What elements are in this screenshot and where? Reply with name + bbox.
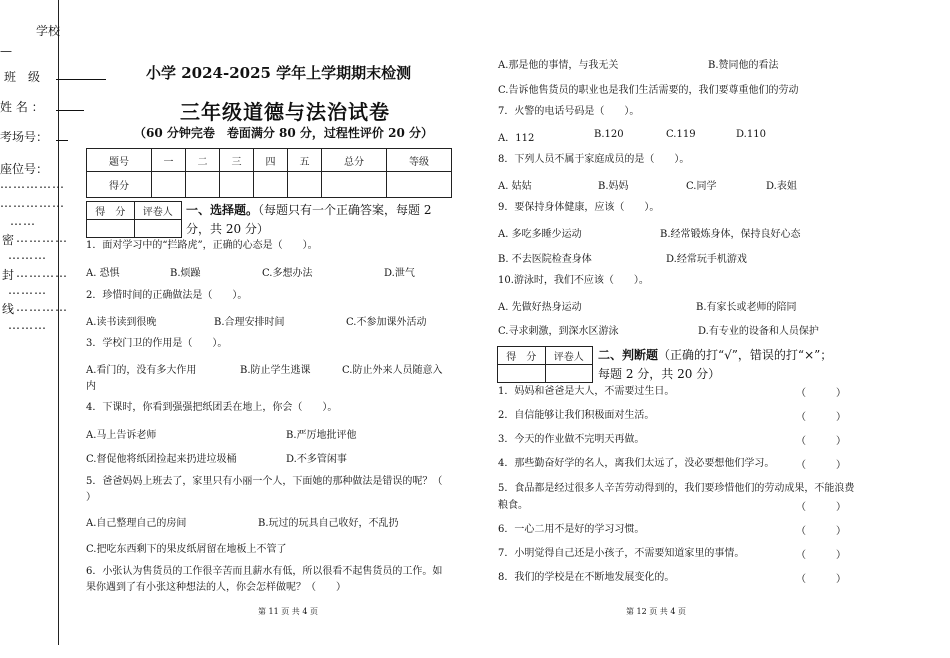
score-cell[interactable] [151, 172, 185, 198]
option[interactable]: D.经常玩手机游戏 [666, 254, 747, 265]
score-cell[interactable] [322, 172, 387, 198]
option[interactable]: C.同学 [686, 181, 717, 192]
answer-blank[interactable]: （ ） [796, 526, 846, 537]
option[interactable]: D.有专业的设备和人员保护 [698, 326, 819, 337]
question-5: 5．爸爸妈妈上班去了，家里只有小丽一个人，下面她的那种做法是错误的呢？（ [86, 476, 443, 487]
grader-name-cell[interactable] [134, 220, 182, 238]
dots-row: …………… [0, 177, 65, 191]
option[interactable]: B.赞同他的看法 [708, 60, 779, 71]
section1-heading: 一、选择题。（每题只有一个正确答案，每题 2 [186, 203, 432, 217]
dots-row: ……… [8, 283, 47, 297]
judge-5: 5．食品都是经过很多人辛苦劳动得到的，我们要珍惜他们的劳动成果，不能浪费 [498, 483, 855, 494]
option[interactable]: A. 先做好热身运动 [498, 302, 582, 313]
question-5-end: ） [86, 492, 96, 503]
option[interactable]: C.119 [666, 129, 696, 140]
exam-title: 小学 2024-2025 学年上学期期末检测 [146, 64, 412, 82]
dots-row: ………… [16, 300, 68, 314]
name-label: 姓 名 ： [0, 100, 44, 114]
score-cell[interactable] [185, 172, 219, 198]
option[interactable]: D.不多管闲事 [286, 454, 347, 465]
score-header: 三 [219, 149, 253, 172]
page-footer-left: 第 11 页 共 4 页 [258, 607, 318, 616]
question-6: 6．小张认为售货员的工作很辛苦而且薪水有低，所以很看不起售货员的工作。如 [86, 566, 443, 577]
question-9: 9．要保持身体健康，应该（ ）。 [498, 202, 660, 213]
score-header: 题号 [87, 149, 152, 172]
option[interactable]: A.马上告诉老师 [86, 430, 157, 441]
judge-7: 7．小明觉得自己还是小孩子，不需要知道家里的事情。 [498, 548, 745, 559]
option[interactable]: C.不参加课外活动 [346, 317, 427, 328]
score-header: 等级 [386, 149, 451, 172]
answer-blank[interactable]: （ ） [796, 460, 846, 471]
seat-label: 座位号： [0, 162, 49, 176]
option[interactable]: A. 多吃多睡少运动 [498, 229, 582, 240]
option[interactable]: C.告诉他售货员的职业也是我们生活需要的，我们要尊重他们的劳动 [498, 85, 799, 96]
seal-char-mi: 密 [2, 233, 15, 247]
option[interactable]: B.防止学生逃课 [240, 365, 311, 376]
judge-1: 1．妈妈和爸爸是大人，不需要过生日。 [498, 386, 675, 397]
option[interactable]: B.经常锻炼身体，保持良好心态 [660, 229, 801, 240]
option[interactable]: A.自己整理自己的房间 [86, 518, 187, 529]
question-2: 2．珍惜时间的正确做法是（ ）。 [86, 290, 248, 301]
answer-blank[interactable]: （ ） [796, 502, 846, 513]
score-row-label: 得分 [87, 172, 152, 198]
question-10: 10.游泳时，我们不应该（ ）。 [498, 275, 649, 286]
option[interactable]: C.把吃东西剩下的果皮纸屑留在地板上不管了 [86, 544, 287, 555]
grader-score-cell[interactable] [498, 365, 546, 383]
question-6-cont: 果你遇到了有小张这种想法的人，你会怎样做呢？（ ） [86, 582, 346, 593]
question-4: 4．下课时，你看到强强把纸团丢在地上，你会（ ）。 [86, 402, 338, 413]
section2-note: 每题 2 分，共 20 分） [598, 367, 721, 381]
answer-blank[interactable]: （ ） [796, 412, 846, 423]
option[interactable]: B.合理安排时间 [214, 317, 285, 328]
grader-name-label: 评卷人 [545, 347, 593, 365]
score-cell[interactable] [254, 172, 288, 198]
option[interactable]: D.泄气 [384, 268, 415, 279]
option[interactable]: B. 不去医院检查身体 [498, 254, 592, 265]
class-field-line [56, 79, 106, 80]
option[interactable]: C.多想办法 [262, 268, 313, 279]
page-footer-right: 第 12 页 共 4 页 [626, 607, 686, 616]
class-label: 班 级 [4, 70, 41, 84]
score-header: 五 [288, 149, 322, 172]
score-cell[interactable] [219, 172, 253, 198]
option[interactable]: D.110 [736, 129, 766, 140]
section1-note: 分，共 20 分） [186, 222, 269, 236]
judge-6: 6．一心二用不是好的学习习惯。 [498, 524, 645, 535]
option[interactable]: C.防止外来人员随意入 [342, 365, 443, 376]
answer-blank[interactable]: （ ） [796, 550, 846, 561]
dots-row: ……… [8, 248, 47, 262]
exam-subject-title: 三年级道德与法治试卷 [180, 100, 390, 124]
grader-box [497, 346, 593, 383]
school-label: 学校 [36, 24, 61, 38]
dots-row: ………… [16, 266, 68, 280]
dots-row: ……… [8, 318, 47, 332]
grader-box [86, 201, 182, 238]
option[interactable]: A. 姑姑 [498, 181, 532, 192]
exam-subtitle: （60 分钟完卷 卷面满分 80 分，过程性评价 20 分） [134, 126, 433, 140]
binding-line [58, 0, 59, 645]
section2-heading: 二、判断题（正确的打“√”，错误的打“×”； [598, 348, 833, 362]
grader-name-cell[interactable] [545, 365, 593, 383]
dots-row: …………… [0, 196, 65, 210]
option[interactable]: B.玩过的玩具自己收好，不乱扔 [258, 518, 399, 529]
question-3: 3．学校门卫的作用是（ ）。 [86, 338, 228, 349]
grader-name-label: 评卷人 [134, 202, 182, 220]
question-8: 8．下列人员不属于家庭成员的是（ ）。 [498, 154, 690, 165]
option[interactable]: B.120 [594, 129, 624, 140]
seal-char-feng: 封 [2, 268, 15, 282]
option[interactable]: A．112 [498, 133, 535, 144]
grader-score-cell[interactable] [87, 220, 135, 238]
judge-5-cont: 粮食。 [498, 500, 528, 511]
answer-blank[interactable]: （ ） [796, 436, 846, 447]
room-label: 考场号： [0, 130, 49, 144]
option[interactable]: B.严厉地批评他 [286, 430, 357, 441]
judge-4: 4．那些勤奋好学的名人，离我们太远了，没必要想他们学习。 [498, 458, 775, 469]
judge-2: 2．自信能够让我们积极面对生活。 [498, 410, 655, 421]
option[interactable]: C.督促他将纸团捡起来扔进垃圾桶 [86, 454, 237, 465]
judge-8: 8．我们的学校是在不断地发展变化的。 [498, 572, 675, 583]
option[interactable]: A.读书读到很晚 [86, 317, 157, 328]
question-1: 1．面对学习中的“拦路虎”，正确的心态是（ ）。 [86, 240, 318, 251]
option[interactable]: B.妈妈 [598, 181, 629, 192]
option[interactable]: D.表姐 [766, 181, 797, 192]
option[interactable]: A. 恐惧 [86, 268, 120, 279]
name-field-line [56, 110, 84, 111]
seal-char-xian: 线 [2, 302, 15, 316]
score-table [86, 148, 452, 198]
option[interactable]: B.烦躁 [170, 268, 201, 279]
grader-score-label: 得 分 [87, 202, 135, 220]
grader-score-label: 得 分 [498, 347, 546, 365]
score-header: 总分 [322, 149, 387, 172]
answer-blank[interactable]: （ ） [796, 388, 846, 399]
answer-blank[interactable]: （ ） [796, 574, 846, 585]
dash: — [0, 44, 12, 58]
score-cell[interactable] [288, 172, 322, 198]
dots-row: ………… [16, 231, 68, 245]
option[interactable]: C.寻求刺激，到深水区游泳 [498, 326, 619, 337]
option[interactable]: A.看门的，没有多大作用 [86, 365, 197, 376]
dots-row: …… [10, 214, 36, 228]
room-field-line [56, 140, 68, 141]
score-header: 四 [254, 149, 288, 172]
score-cell[interactable] [386, 172, 451, 198]
option[interactable]: A.那是他的事情，与我无关 [498, 60, 619, 71]
question-7: 7．火警的电话号码是（ ）。 [498, 106, 640, 117]
score-header: 二 [185, 149, 219, 172]
option[interactable]: B.有家长或老师的陪同 [696, 302, 797, 313]
judge-3: 3．今天的作业做不完明天再做。 [498, 434, 645, 445]
option-continued: 内 [86, 381, 96, 392]
score-header: 一 [151, 149, 185, 172]
